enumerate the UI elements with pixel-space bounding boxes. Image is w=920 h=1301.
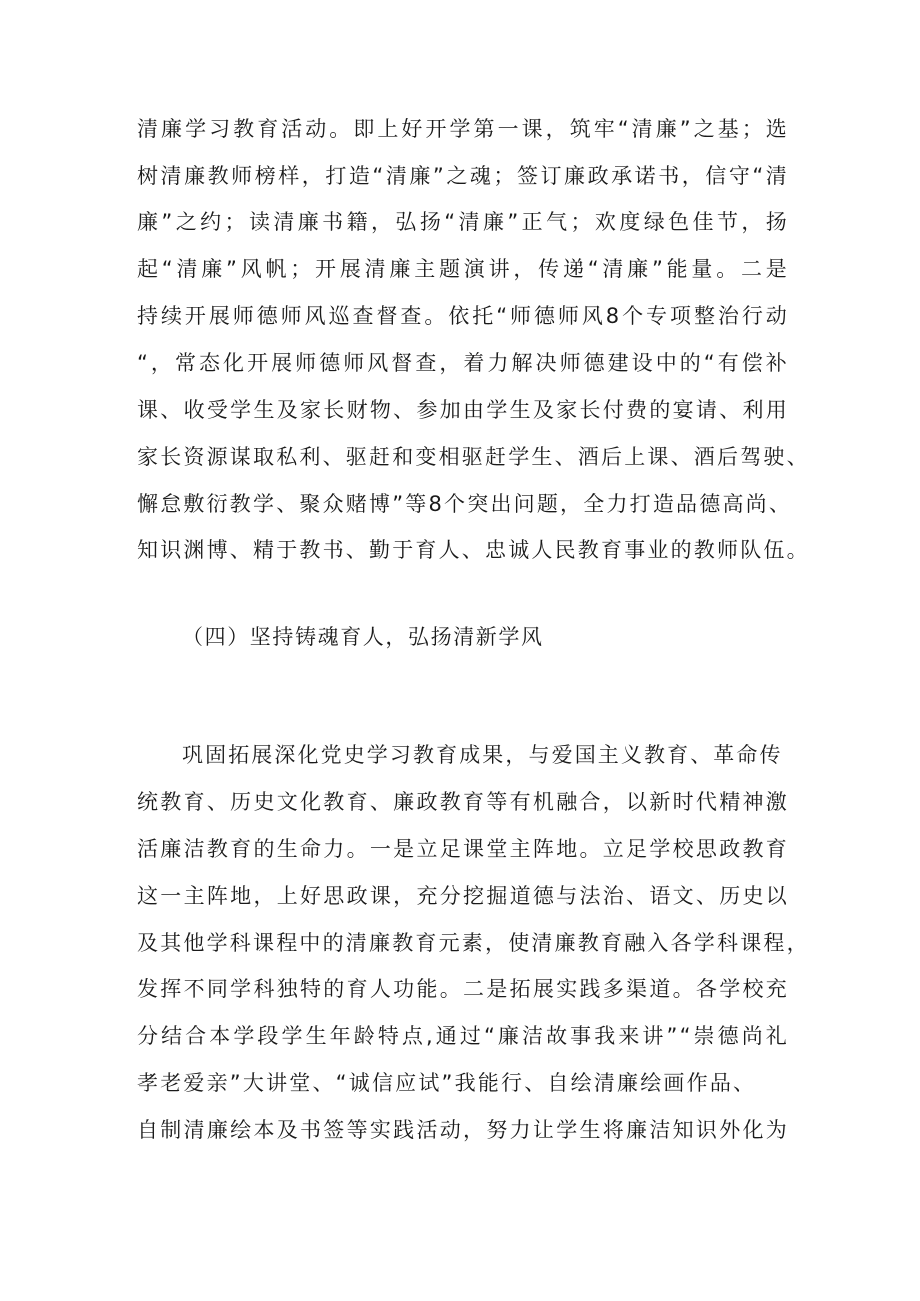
para1-line-7: 课、收受学生及家长财物、参加由学生及家长付费的宴请、利用	[137, 398, 789, 422]
para1-line-1: 清廉学习教育活动。即上好开学第一课，筑牢“清廉”之基；选	[137, 117, 789, 141]
para2-line-9: 自制清廉绘本及书签等实践活动，努力让学生将廉洁知识外化为	[137, 1118, 789, 1142]
section-heading: （四）坚持铸魂育人，弘扬清新学风	[182, 625, 544, 649]
para2-line-7: 分结合本学段学生年龄特点,通过“廉洁故事我来讲”“崇德尚礼	[137, 1024, 789, 1048]
para2-line-8: 孝老爱亲”大讲堂、“诚信应试”我能行、自绘清廉绘画作品、	[137, 1071, 757, 1095]
para1-line-8: 家长资源谋取私利、驱赶和变相驱赶学生、酒后上课、酒后驾驶、	[137, 445, 810, 469]
para2-line-5: 及其他学科课程中的清廉教育元素，使清廉教育融入各学科课程，	[137, 931, 810, 955]
para1-line-5: 持续开展师德师风巡查督查。依托“师德师风8个专项整治行动	[137, 304, 789, 328]
para1-line-10: 知识渊博、精于教书、勤于育人、忠诚人民教育事业的教师队伍。	[137, 538, 810, 562]
para2-line-2: 统教育、历史文化教育、廉政教育等有机融合，以新时代精神激	[137, 790, 789, 814]
para1-line-6: “，常态化开展师德师风督查，着力解决师德建设中的“有偿补	[137, 351, 789, 375]
para1-line-9: 懈怠敷衍教学、聚众赌博”等8个突出问题，全力打造品德高尚、	[137, 492, 793, 516]
para1-line-2: 树清廉教师榜样，打造“清廉”之魂；签订廉政承诺书，信守“清	[137, 164, 789, 188]
para2-line-6: 发挥不同学科独特的育人功能。二是拓展实践多渠道。各学校充	[137, 977, 789, 1001]
para2-line-1: 巩固拓展深化党史学习教育成果，与爱国主义教育、革命传	[182, 743, 783, 767]
para2-line-3: 活廉洁教育的生命力。一是立足课堂主阵地。立足学校思政教育	[137, 837, 789, 861]
para2-line-4: 这一主阵地，上好思政课，充分挖掘道德与法治、语文、历史以	[137, 884, 789, 908]
para1-line-3: 廉”之约；读清廉书籍，弘扬“清廉”正气；欢度绿色佳节，扬	[137, 210, 789, 234]
para1-line-4: 起“清廉”风帆；开展清廉主题演讲，传递“清廉”能量。二是	[137, 257, 789, 281]
